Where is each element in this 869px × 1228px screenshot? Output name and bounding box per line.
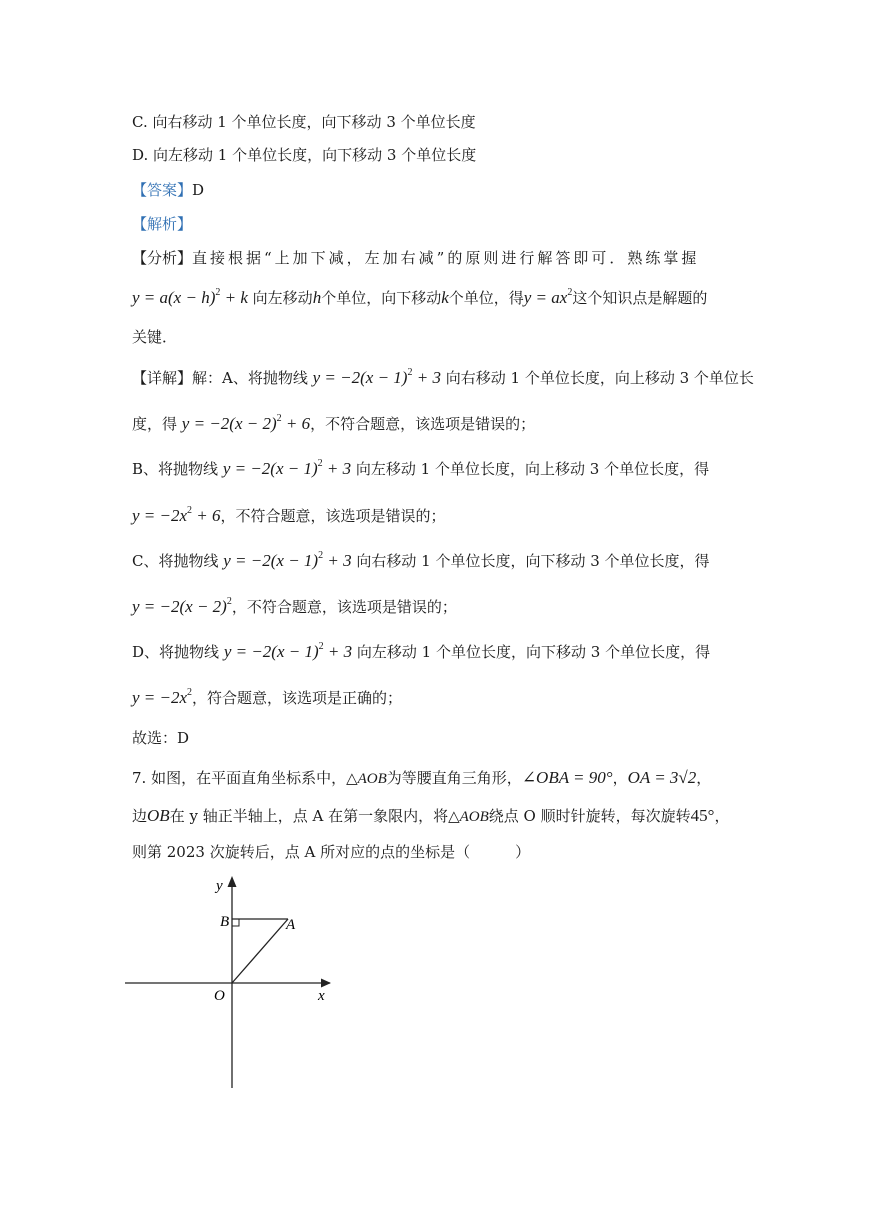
right-angle-mark (232, 919, 239, 926)
fenxi-text1: 直接根据“上加下减，左加右减”的原则进行解答即可．熟练掌握 (192, 249, 700, 267)
fenxi-text2b: 个单位，向下移动 (321, 289, 442, 307)
formula-base-d: $y = -2(x - 1)^2 + 3$ (223, 641, 353, 661)
triangle-aob-2: △AOB (448, 809, 489, 825)
angle-obaa: ∠OBA = 90° (521, 768, 613, 787)
detail-d-right: ，符合题意，该选项是正确的； (192, 689, 403, 707)
label-o: O (214, 988, 225, 1004)
detail-line7 (132, 642, 710, 662)
triangle-aob: △AOB (346, 771, 387, 787)
choose-line: 故选：D (132, 729, 190, 747)
q7-line2 (132, 806, 729, 827)
detail-a-prefix: 解：A、将抛物线 (192, 369, 308, 387)
formula-vertex: $y = a(x - h)^2 + k$ (132, 287, 248, 307)
q7-text1b: 为等腰直角三角形， (386, 769, 522, 787)
q7-text2c: 绕点 O 顺时针旋转，每次旋转 (488, 807, 691, 825)
detail-d-prefix: D、将抛物线 (132, 643, 220, 661)
detail-line1 (132, 368, 754, 388)
fenxi-text2a: 向左移动 (252, 289, 313, 307)
detail-line6 (132, 597, 457, 617)
detail-line4 (132, 506, 446, 526)
formula-base-b: $y = -2(x - 1)^2 + 3$ (222, 458, 352, 478)
detail-b-move: 向左移动 1 个单位长度，向上移动 3 个单位长度，得 (355, 460, 710, 478)
segment-oa (232, 919, 288, 983)
detail-a-move: 向右移动 1 个单位长度，向上移动 3 个单位长 (445, 369, 754, 387)
coordinate-figure (125, 870, 345, 1095)
detail-line8 (132, 688, 402, 708)
analysis-tag: 【解析】 (132, 215, 193, 233)
formula-d-result: $y = -2x^2$ (132, 687, 193, 707)
q7-comma3: ， (714, 807, 730, 825)
q7-text2b: 在 y 轴正半轴上，点 A 在第一象限内，将 (169, 807, 449, 825)
segment-ob: OB (147, 806, 170, 825)
detail-a-wrong: ，不符合题意，该选项是错误的； (310, 415, 536, 433)
detail-b-prefix: B、将抛物线 (132, 460, 219, 478)
symbol-k: k (441, 288, 449, 307)
answer-value: D (192, 181, 205, 199)
q7-comma: ， (612, 769, 628, 787)
label-a: A (286, 917, 296, 933)
q7-comma2: ， (696, 769, 712, 787)
detail-a-line2-prefix: 度，得 (132, 415, 178, 433)
y-axis-arrow (228, 876, 237, 887)
fenxi-text2c: 个单位，得 (448, 289, 524, 307)
fenxi-line2 (132, 288, 707, 308)
detail-d-move: 向左移动 1 个单位长度，向下移动 3 个单位长度，得 (356, 643, 711, 661)
detail-tag: 【详解】 (132, 369, 193, 387)
detail-line2 (132, 414, 535, 434)
answer-line (132, 180, 204, 200)
formula-basic: $y = ax^2$ (523, 287, 573, 307)
detail-b-wrong: ，不符合题意，该选项是错误的； (220, 507, 446, 525)
label-b: B (220, 914, 230, 930)
rotation-angle: 45° (690, 806, 715, 825)
fenxi-line3: 关键． (132, 328, 178, 346)
detail-line3 (132, 459, 709, 479)
x-axis-arrow (321, 979, 331, 988)
q7-line1 (132, 768, 711, 789)
label-y: y (216, 878, 223, 894)
formula-base: $y = -2(x - 1)^2 + 3$ (312, 367, 441, 387)
q7-line3: 则第 2023 次旋转后，点 A 所对应的点的坐标是（ ） (132, 843, 531, 861)
formula-c-result: $y = -2(x - 2)^2$ (132, 596, 232, 616)
fenxi-tag: 【分析】 (132, 249, 193, 267)
formula-b-result: $y = -2x^2 + 6$ (132, 505, 221, 525)
answer-tag: 【答案】 (132, 181, 193, 199)
q7-text1a: 7. 如图，在平面直角坐标系中， (132, 769, 347, 787)
formula-a-result: $y = -2(x - 2)^2 + 6$ (181, 413, 311, 433)
fenxi-text2d: 这个知识点是解题的 (572, 289, 708, 307)
fenxi-line1 (132, 248, 699, 268)
symbol-h: h (312, 288, 322, 307)
detail-c-prefix: C、将抛物线 (132, 552, 219, 570)
detail-line5 (132, 551, 710, 571)
detail-c-move: 向右移动 1 个单位长度，向下移动 3 个单位长度，得 (356, 552, 710, 570)
option-c: C. 向右移动 1 个单位长度，向下移动 3 个单位长度 (132, 113, 476, 131)
detail-c-wrong: ，不符合题意，该选项是错误的； (231, 598, 457, 616)
option-d: D. 向左移动 1 个单位长度，向下移动 3 个单位长度 (132, 146, 477, 164)
oa-length: OA = 3√2 (627, 768, 697, 787)
q7-text2a: 边 (132, 807, 148, 825)
label-x: x (318, 988, 325, 1004)
formula-base-c: $y = -2(x - 1)^2 + 3$ (223, 550, 352, 570)
